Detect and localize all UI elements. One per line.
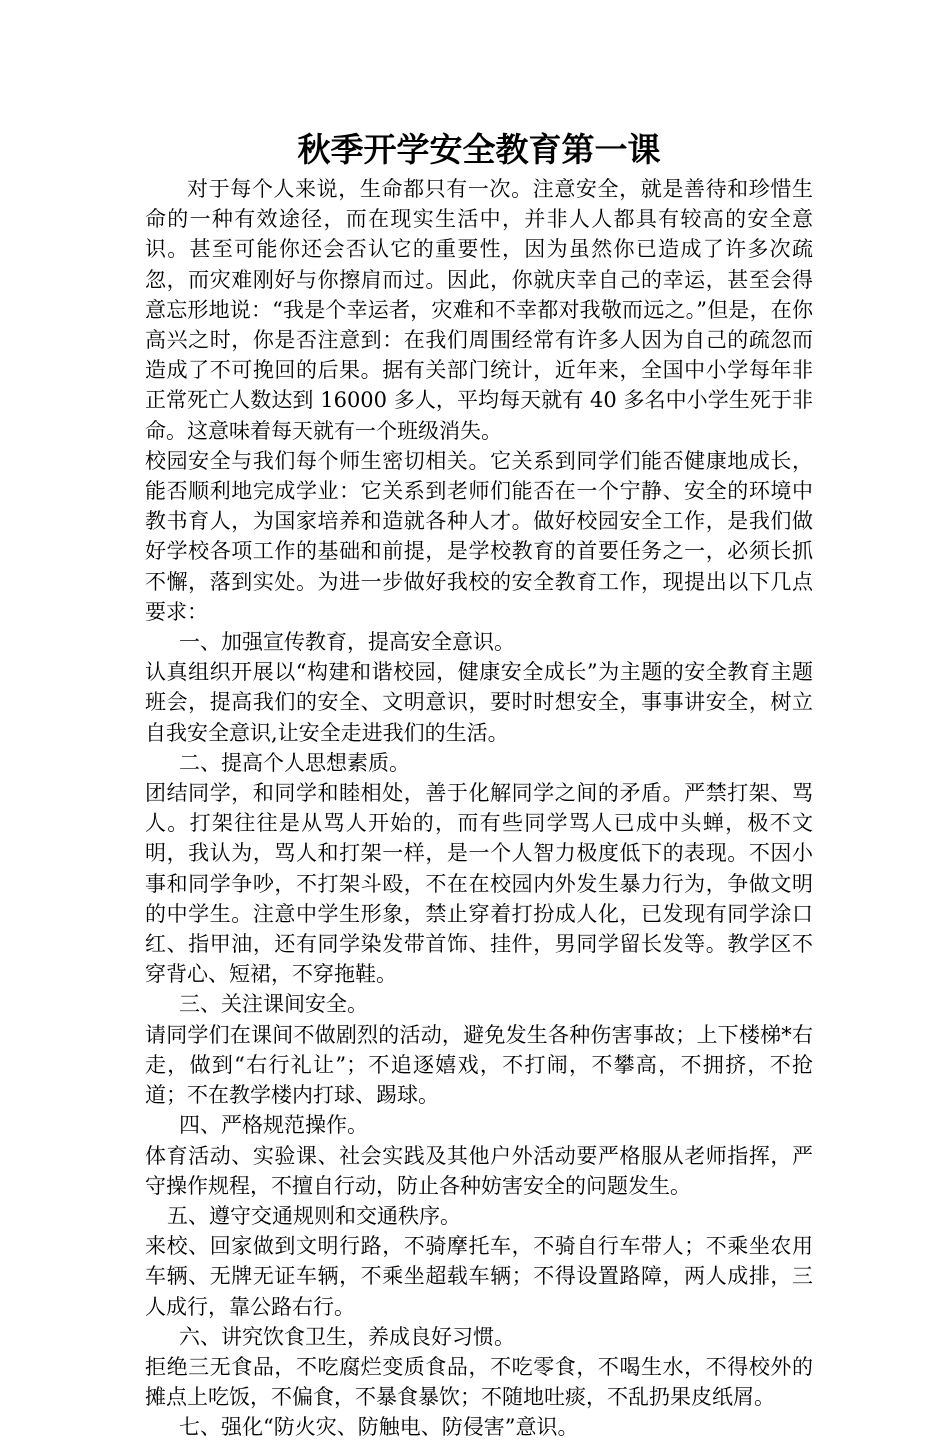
section-body: 团结同学，和同学和睦相处，善于化解同学之间的矛盾。严禁打架、骂人。打架往往是从骂人开始的，而有些同学骂人已成中头蝉，极不文明，我认为，骂人和打架一样，是一个人智力极度低下的表现。不因小事和同学争吵，不打架斗殴，不在在校园内外发生暴力行为，争做文明的中学生。注意中学生形象，禁止穿着打扮成人化，已发现有同学涂口红、指甲油，还有同学染发带首饰、挂件，男同学留长发等。教学区不穿背心、短裙，不穿拖鞋。	[145, 781, 813, 987]
section-body: 体育活动、实验课、社会实践及其他户外活动要严格服从老师指挥，严守操作规程，不擅自行动，防止各种妨害安全的问题发生。	[145, 1143, 813, 1198]
document-body	[145, 128, 813, 1443]
section-heading: 一、加强宣传教育，提高安全意识。	[179, 630, 515, 655]
section-heading: 五、遵守交通规则和交通秩序。	[167, 1203, 461, 1228]
section-body: 拒绝三无食品，不吃腐烂变质食品，不吃零食，不喝生水，不得校外的摊点上吃饭，不偏食，不暴食暴饮；不随地吐痰，不乱扔果皮纸屑。	[145, 1354, 813, 1410]
section-heading: 二、提高个人思想素质。	[179, 750, 410, 775]
campus-safety-paragraph: 校园安全与我们每个师生密切相关。它关系到同学们能否健康地成长，能否顺利地完成学业：它关系到老师们能否在一个宁静、安全的环境中教书育人，为国家培养和造就各种人才。做好校园安全工作，是我们做好学校各项工作的基础和前提，是学校教育的首要任务之一，必须长抓不懈，落到实处。为进一步做好我校的安全教育工作，现提出以下几点要求：	[145, 448, 813, 624]
intro-paragraph: 对于每个人来说，生命都只有一次。注意安全，就是善待和珍惜生命的一种有效途径，而在现实生活中，并非人人都具有较高的安全意识。甚至可能你还会否认它的重要性，因为虽然你已造成了许多次疏忽，而灾难刚好与你擦肩而过。因此，你就庆幸自己的幸运，甚至会得意忘形地说：“我是个幸运者，灾难和不幸都对我敬而远之。”但是，在你高兴之时，你是否注意到：在我们周围经常有许多人因为自己的疏忽而造成了不可挽回的后果。据有关部门统计，近年来，全国中小学每年非正常死亡人数达到 16000 多人，平均每天就有 40 多名中小学生死于非命。这意味着每天就有一个班级消失。	[145, 177, 813, 443]
section-body: 认真组织开展以“构建和谐校园，健康安全成长”为主题的安全教育主题班会，提高我们的安全、文明意识，要时时想安全，事事讲安全，树立自我安全意识,让安全走进我们的生活。	[145, 660, 813, 745]
section-heading: 七、强化“防火灾、防触电、防侵害”意识。	[179, 1415, 579, 1440]
section-body: 来校、回家做到文明行路，不骑摩托车，不骑自行车带人；不乘坐农用车辆、无牌无证车辆，不乘坐超载车辆；不得设置路障，两人成排，三人成行，靠公路右行。	[145, 1234, 813, 1319]
section-body: 请同学们在课间不做剧烈的活动，避免发生各种伤害事故；上下楼梯*右走，做到“右行礼让”；不追逐嬉戏，不打闹，不攀高，不拥挤，不抢道；不在教学楼内打球、踢球。	[145, 1022, 813, 1108]
section-heading: 六、讲究饮食卫生，养成良好习惯。	[179, 1324, 515, 1349]
section-heading: 三、关注课间安全。	[179, 992, 368, 1017]
section-heading: 四、严格规范操作。	[179, 1113, 368, 1138]
document-title: 秋季开学安全教育第一课	[297, 130, 661, 169]
